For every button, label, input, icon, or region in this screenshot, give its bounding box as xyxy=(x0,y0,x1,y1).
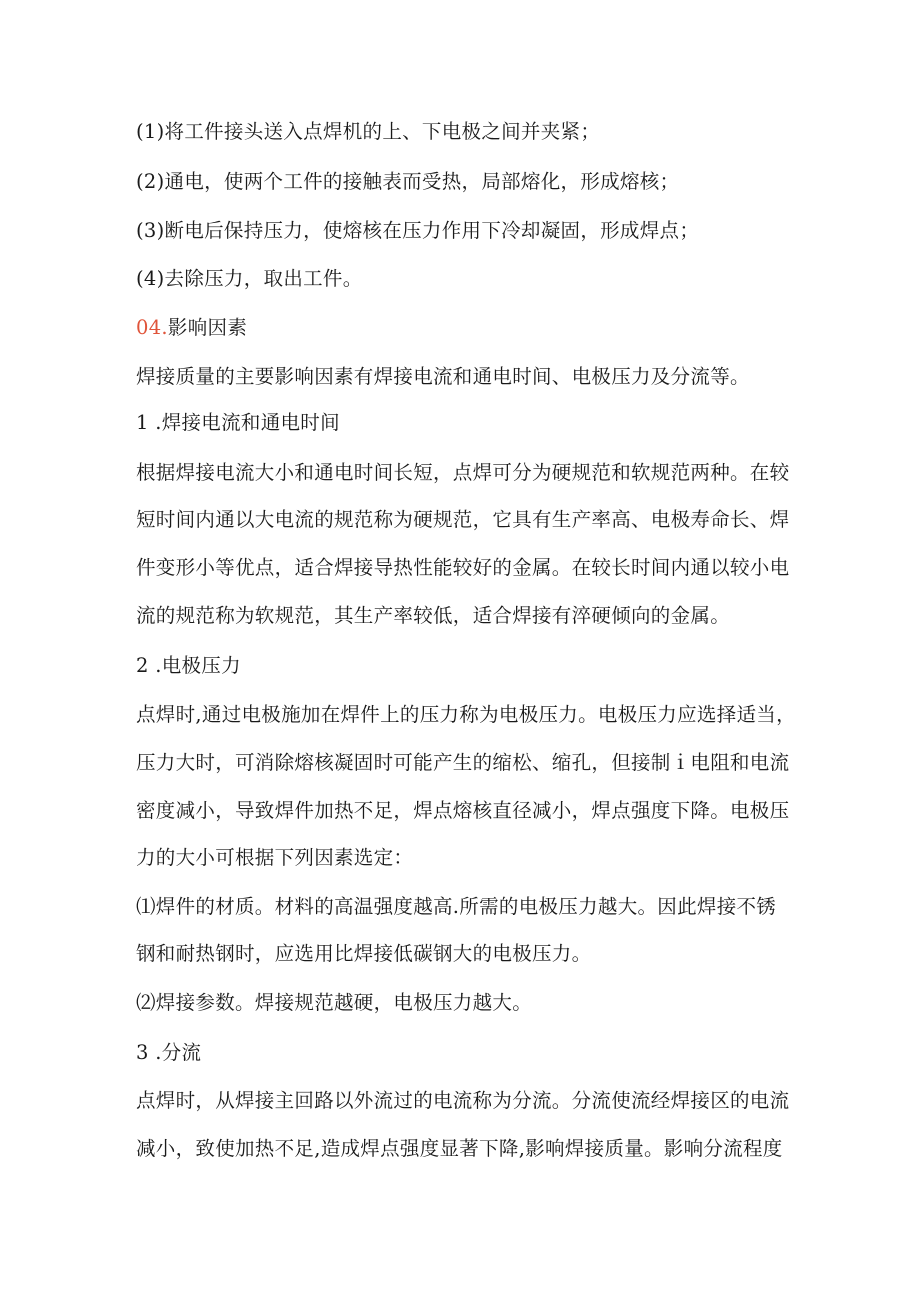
sub3-line-2: 减小，致使加热不足,造成焊点强度显著下降,影响焊接质量。影响分流程度 xyxy=(136,1137,783,1160)
sub2-line-4: 力的大小可根据下列因素选定： xyxy=(136,846,414,869)
intro-paragraph: 焊接质量的主要影响因素有焊接电流和通电时间、电极压力及分流等。 xyxy=(136,365,750,388)
step-2: (2)通电，使两个工件的接触表而受热，局部熔化，形成熔核； xyxy=(136,170,680,193)
sub1-line-1: 根据焊接电流大小和通电时间长短，点焊可分为硬规范和软规范两种。在较 xyxy=(136,461,790,484)
sub3-line-1: 点焊时，从焊接主回路以外流过的电流称为分流。分流使流经焊接区的电流 xyxy=(136,1089,790,1112)
sub2-line-1: 点焊时,通过电极施加在焊件上的压力称为电极压力。电极压力应选择适当， xyxy=(136,703,796,726)
section-heading xyxy=(136,314,796,342)
sub1-line-2: 短时间内通以大电流的规范称为硬规范，它具有生产率高、电极寿命长、焊 xyxy=(136,508,790,531)
factor-2: ⑵焊接参数。焊接规范越硬，电极压力越大。 xyxy=(136,991,533,1014)
step-4: (4)去除压力，取出工件。 xyxy=(136,267,363,290)
step-1: (1)将工件接头送入点焊机的上、下电极之间并夹紧； xyxy=(136,120,601,143)
sub2-line-3: 密度减小，导致焊件加热不足，焊点熔核直径减小，焊点强度下降。电极压 xyxy=(136,799,790,822)
step-3: (3)断电后保持压力，使熔核在压力作用下冷却凝固，形成焊点； xyxy=(136,219,700,242)
sub3-heading: 3 .分流 xyxy=(136,1041,202,1064)
factor-1-line-2: 钢和耐热钢时，应选用比焊接低碳钢大的电极压力。 xyxy=(136,942,592,965)
section-title: 影响因素 xyxy=(167,316,248,339)
sub2-heading: 2 .电极压力 xyxy=(136,654,241,677)
factor-1-line-1: ⑴焊件的材质。材料的高温强度越高.所需的电极压力越大。因此焊接不锈 xyxy=(136,895,777,918)
sub1-heading: 1 .焊接电流和通电时间 xyxy=(136,411,340,434)
sub1-line-4: 流的规范称为软规范，其生产率较低，适合焊接有淬硬倾向的金属。 xyxy=(136,604,731,627)
section-number: 04. xyxy=(136,316,168,339)
sub2-line-2: 压力大时，可消除熔核凝固时可能产生的缩松、缩孔，但接制ｉ电阻和电流 xyxy=(136,751,790,774)
sub1-line-3: 件变形小等优点，适合焊接导热性能较好的金属。在较长时间内通以较小电 xyxy=(136,556,790,579)
